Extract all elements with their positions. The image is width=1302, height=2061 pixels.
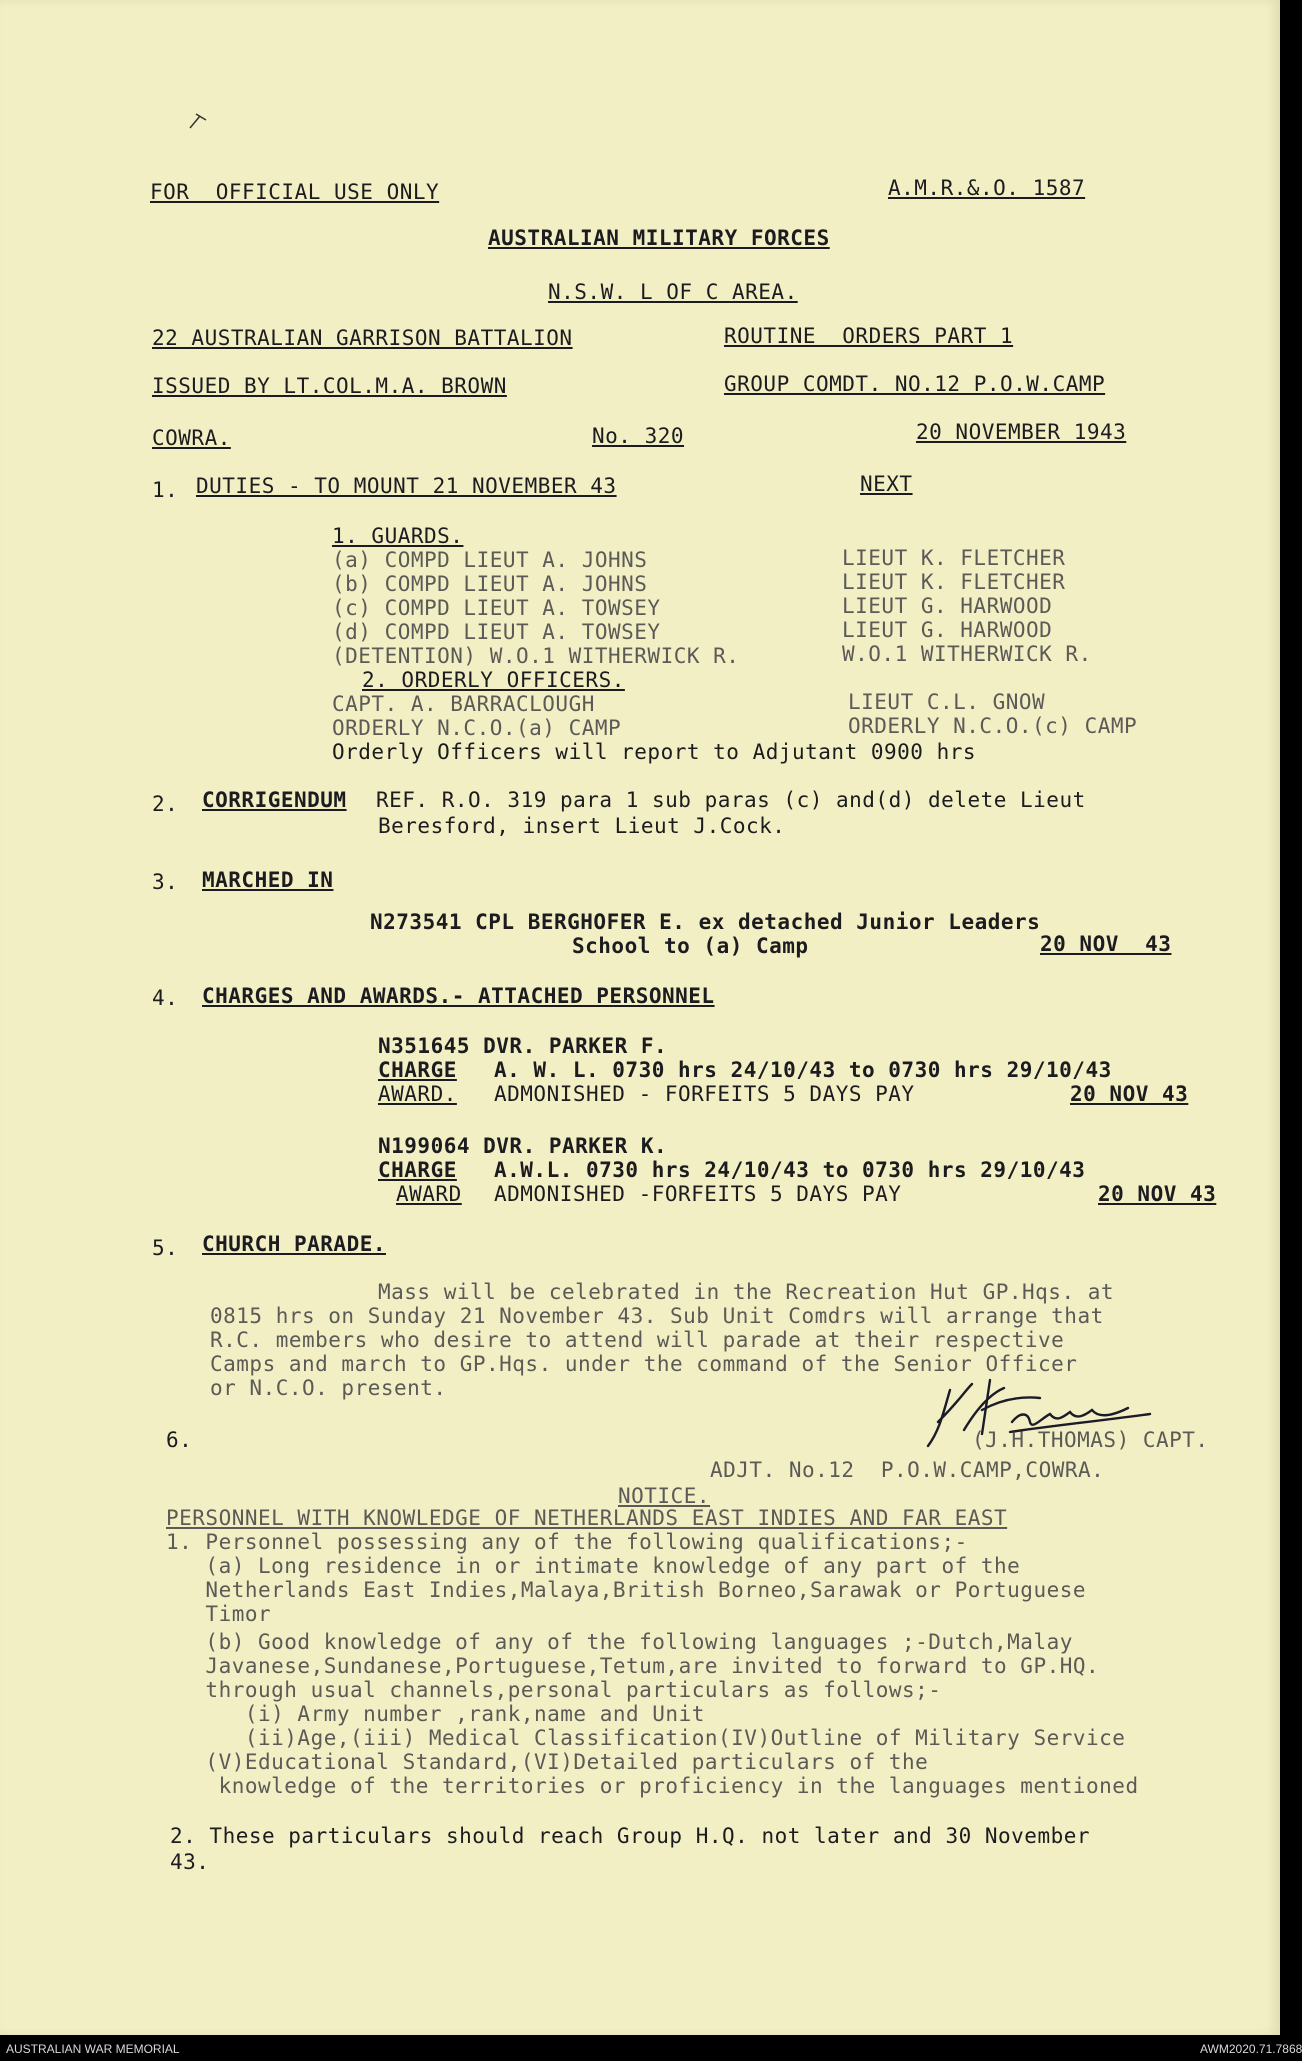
orderly-row-right: LIEUT C.L. GNOW (848, 690, 1046, 714)
orderly-officers-heading: 2. ORDERLY OFFICERS. (362, 668, 625, 692)
award-text: ADMONISHED -FORFEITS 5 DAYS PAY (494, 1182, 902, 1206)
charge-text: A.W.L. 0730 hrs 24/10/43 to 0730 hrs 29/10/43 (494, 1158, 1086, 1182)
charges-heading: CHARGES AND AWARDS.- ATTACHED PERSONNEL (202, 984, 715, 1008)
church-line: or N.C.O. present. (210, 1376, 447, 1400)
footer-archive-name: AUSTRALIAN WAR MEMORIAL (6, 2042, 180, 2056)
award-date: 20 NOV 43 (1070, 1082, 1189, 1106)
notice-heading: NOTICE. (618, 1484, 711, 1508)
next-heading: NEXT (860, 472, 913, 496)
notice-line: (a) Long residence in or intimate knowledge of any part of the (166, 1554, 1021, 1578)
order-reference: A.M.R.&.O. 1587 (888, 176, 1086, 200)
guard-row-left: (DETENTION) W.O.1 WITHERWICK R. (332, 644, 740, 668)
section-5-number: 5. (152, 1236, 179, 1260)
guard-row-left: (b) COMPD LIEUT A. JOHNS (332, 572, 648, 596)
guard-row-left: (a) COMPD LIEUT A. JOHNS (332, 548, 648, 572)
guard-row-right: LIEUT K. FLETCHER (842, 570, 1066, 594)
corrigendum-line: REF. R.O. 319 para 1 sub paras (c) and(d) delete Lieut (376, 788, 1086, 812)
archive-footer (0, 2035, 1302, 2061)
church-line: Camps and march to GP.Hqs. under the command of the Senior Officer (210, 1352, 1078, 1376)
notice-line: (ii)Age,(iii) Medical Classification(IV)Outline of Military Service (166, 1726, 1126, 1750)
church-line: R.C. members who desire to attend will parade at their respective (210, 1328, 1065, 1352)
award-label: AWARD (396, 1182, 462, 1206)
guards-heading: 1. GUARDS. (332, 524, 464, 548)
footer-accession-number: AWM2020.71.7868 (1200, 2042, 1302, 2056)
orderly-row-left: CAPT. A. BARRACLOUGH (332, 692, 595, 716)
charge-text: A. W. L. 0730 hrs 24/10/43 to 0730 hrs 29/10/43 (494, 1058, 1112, 1082)
notice-line: Netherlands East Indies,Malaya,British Borneo,Sarawak or Portuguese (166, 1578, 1087, 1602)
award-label: AWARD. (378, 1082, 457, 1106)
order-date: 20 NOVEMBER 1943 (916, 420, 1127, 444)
signatory-name: (J.H.THOMAS) CAPT. (972, 1428, 1209, 1452)
charge-soldier: N199064 DVR. PARKER K. (378, 1134, 668, 1158)
charge-soldier: N351645 DVR. PARKER F. (378, 1034, 668, 1058)
battalion-name: 22 AUSTRALIAN GARRISON BATTALION (152, 326, 573, 350)
title-forces: AUSTRALIAN MILITARY FORCES (488, 226, 830, 250)
guard-row-left: (d) COMPD LIEUT A. TOWSEY (332, 620, 661, 644)
orderly-row-right: ORDERLY N.C.O.(c) CAMP (848, 714, 1138, 738)
charge-label: CHARGE (378, 1058, 457, 1082)
guard-row-left: (c) COMPD LIEUT A. TOWSEY (332, 596, 661, 620)
notice-subheading: PERSONNEL WITH KNOWLEDGE OF NETHERLANDS EAST INDIES AND FAR EAST (166, 1506, 1008, 1530)
notice-line: (i) Army number ,rank,name and Unit (166, 1702, 705, 1726)
award-date: 20 NOV 43 (1098, 1182, 1217, 1206)
notice-closing: 43. (170, 1850, 210, 1874)
charge-label: CHARGE (378, 1158, 457, 1182)
group-commandant: GROUP COMDT. NO.12 P.O.W.CAMP (724, 372, 1106, 396)
place-name: COWRA. (152, 426, 231, 450)
notice-line: 1. Personnel possessing any of the following qualifications;- (166, 1530, 968, 1554)
section-2-number: 2. (152, 792, 179, 816)
issued-by: ISSUED BY LT.COL.M.A. BROWN (152, 374, 507, 398)
section-6-number: 6. (166, 1428, 193, 1452)
notice-line: knowledge of the territories or proficiency in the languages mentioned (166, 1774, 1139, 1798)
church-line: 0815 hrs on Sunday 21 November 43. Sub Unit Comdrs will arrange that (210, 1304, 1104, 1328)
section-4-number: 4. (152, 986, 179, 1010)
routine-orders: ROUTINE ORDERS PART 1 (724, 324, 1014, 348)
marched-date: 20 NOV 43 (1040, 932, 1172, 956)
notice-line: (b) Good knowledge of any of the following languages ;-Dutch,Malay (166, 1630, 1073, 1654)
notice-line: Javanese,Sundanese,Portuguese,Tetum,are invited to forward to GP.HQ. (166, 1654, 1100, 1678)
corrigendum-heading: CORRIGENDUM (202, 788, 347, 812)
marched-line: School to (a) Camp (572, 934, 809, 958)
order-number: No. 320 (592, 424, 685, 448)
title-area: N.S.W. L OF C AREA. (548, 280, 798, 304)
guard-row-right: W.O.1 WITHERWICK R. (842, 642, 1092, 666)
orderly-note: Orderly Officers will report to Adjutant 0900 hrs (332, 740, 977, 764)
notice-line: (V)Educational Standard,(VI)Detailed particulars of the (166, 1750, 929, 1774)
church-parade-heading: CHURCH PARADE. (202, 1232, 387, 1256)
signatory-title: ADJT. No.12 P.O.W.CAMP,COWRA. (710, 1458, 1105, 1482)
orderly-row-left: ORDERLY N.C.O.(a) CAMP (332, 716, 622, 740)
guard-row-right: LIEUT G. HARWOOD (842, 618, 1053, 642)
guard-row-right: LIEUT K. FLETCHER (842, 546, 1066, 570)
church-line: Mass will be celebrated in the Recreation Hut GP.Hqs. at (378, 1280, 1115, 1304)
section-3-number: 3. (152, 870, 179, 894)
official-use-label: FOR OFFICIAL USE ONLY (150, 180, 440, 204)
marched-line: N273541 CPL BERGHOFER E. ex detached Junior Leaders (370, 910, 1041, 934)
corrigendum-line: Beresford, insert Lieut J.Cock. (378, 814, 786, 838)
pen-mark-icon (186, 108, 212, 134)
notice-line: Timor (166, 1602, 272, 1626)
notice-closing: 2. These particulars should reach Group H.Q. not later and 30 November (170, 1824, 1091, 1848)
section-1-number: 1. (152, 478, 179, 502)
notice-line: through usual channels,personal particulars as follows;- (166, 1678, 942, 1702)
duties-heading: DUTIES - TO MOUNT 21 NOVEMBER 43 (196, 474, 617, 498)
marched-in-heading: MARCHED IN (202, 868, 334, 892)
guard-row-right: LIEUT G. HARWOOD (842, 594, 1053, 618)
award-text: ADMONISHED - FORFEITS 5 DAYS PAY (494, 1082, 915, 1106)
